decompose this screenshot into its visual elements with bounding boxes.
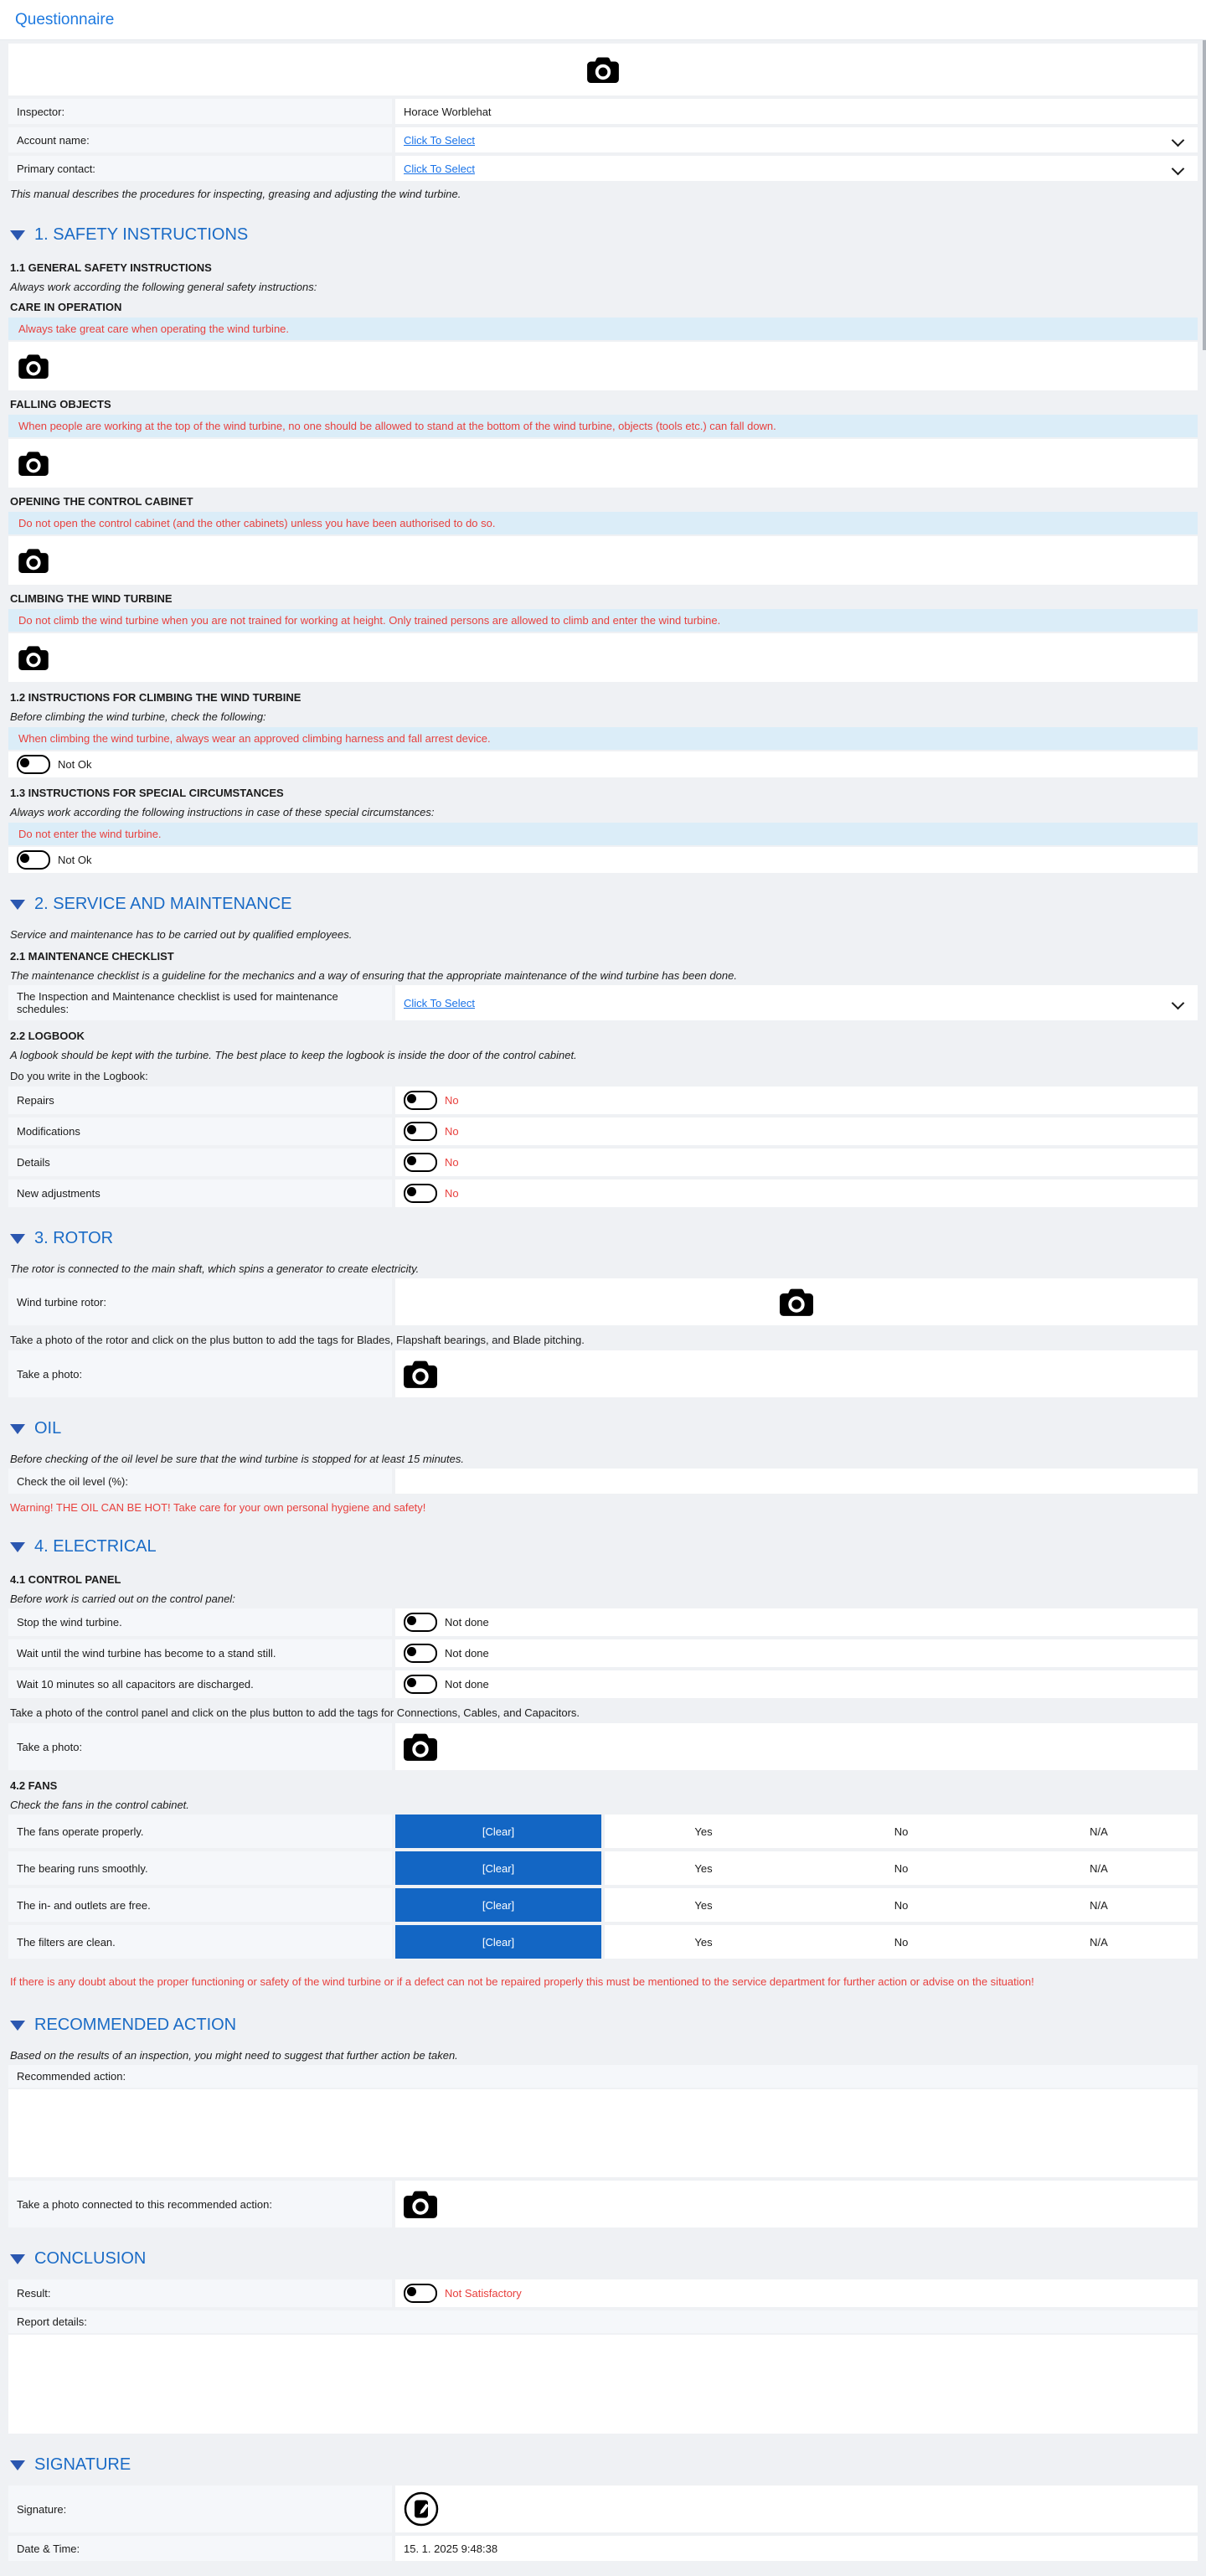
logbook-item-label: Details: [8, 1149, 392, 1176]
primary-contact-label: Primary contact:: [8, 156, 392, 181]
fan-row: [8, 1815, 1198, 1848]
control-panel-tags-note: Take a photo of the control panel and click on the plus button to add the tags for Connections, Cables, and Capacitors.: [10, 1706, 580, 1719]
fan-answer-cells: [395, 1815, 1198, 1848]
rotor-tags-note: Take a photo of the rotor and click on the plus button to add the tags for Blades, Flapshaft bearings, and Blade pitching.: [10, 1334, 585, 1346]
maintenance-schedules-row: [8, 985, 1198, 1020]
heading-1-3: 1.3 INSTRUCTIONS FOR SPECIAL CIRCUMSTANCES: [10, 787, 284, 799]
camera-icon: [18, 354, 49, 379]
oil-note: Before checking of the oil level be sure that the wind turbine is stopped for at least 15 minutes.: [10, 1453, 464, 1465]
logbook-item-label: New adjustments: [8, 1180, 392, 1207]
logbook-row: [8, 1087, 1198, 1114]
rotor-take-photo-row: [8, 1350, 1198, 1397]
option-no[interactable]: No: [894, 1825, 909, 1838]
section-title-text: RECOMMENDED ACTION: [34, 2016, 237, 2034]
inspector-label: Inspector:: [8, 99, 392, 124]
form-content: [0, 40, 1206, 2576]
toggle-switch[interactable]: [404, 1184, 437, 1203]
manual-note: This manual describes the procedures for inspecting, greasing and adjusting the wind turbine.: [10, 188, 461, 200]
toggle-state-label: No: [445, 1187, 459, 1200]
oil-level-input[interactable]: [395, 1469, 1198, 1494]
take-photo-label: Take a photo:: [8, 1350, 392, 1397]
safety-block-title: CARE IN OPERATION: [10, 301, 122, 313]
climbing-warning: When climbing the wind turbine, always wear an approved climbing harness and fall arrest device.: [8, 727, 1198, 750]
account-name-row: [8, 127, 1198, 152]
special-check-row: [8, 847, 1198, 873]
scrollbar-thumb[interactable]: [1203, 40, 1206, 350]
safety-photo-field[interactable]: [8, 633, 1198, 682]
account-name-select[interactable]: [395, 127, 1198, 152]
section-header-electrical[interactable]: [10, 1537, 1196, 1556]
oil-level-label: Check the oil level (%):: [8, 1469, 392, 1494]
option-no[interactable]: No: [894, 1861, 909, 1875]
collapse-triangle-icon: [10, 1234, 25, 1244]
rotor-take-photo-field[interactable]: [395, 1350, 1198, 1397]
section-title-text: 1. SAFETY INSTRUCTIONS: [34, 225, 249, 244]
inspector-value: Horace Worblehat: [404, 105, 492, 118]
section-header-safety[interactable]: [10, 225, 1196, 245]
option-no[interactable]: No: [894, 1898, 909, 1912]
datetime-value-cell: [395, 2536, 1198, 2561]
option-na[interactable]: N/A: [1090, 1861, 1108, 1875]
section-header-rotor[interactable]: [10, 1229, 1196, 1248]
recommended-note: Based on the results of an inspection, you might need to suggest that further action be taken.: [10, 2049, 458, 2062]
option-yes[interactable]: Yes: [694, 1825, 713, 1838]
collapse-triangle-icon: [10, 900, 25, 910]
signature-pen-icon: [404, 2491, 439, 2527]
camera-icon: [404, 2190, 437, 2218]
section-title-text: 3. ROTOR: [34, 1229, 114, 1247]
datetime-label: Date & Time:: [8, 2536, 392, 2561]
clear-button[interactable]: [Clear]: [395, 1925, 601, 1959]
toggle-switch[interactable]: [404, 1675, 437, 1694]
signature-pad-field[interactable]: [395, 2486, 1198, 2532]
option-yes[interactable]: Yes: [694, 1935, 713, 1949]
account-name-label: Account name:: [8, 127, 392, 152]
service-note: Service and maintenance has to be carried out by qualified employees.: [10, 928, 353, 941]
step-toggle-cell: [395, 1608, 1198, 1636]
take-photo-label: Take a photo:: [8, 1723, 392, 1770]
note-1-1: Always work according the following general safety instructions:: [10, 281, 317, 293]
camera-icon: [587, 56, 619, 83]
electrical-take-photo-row: [8, 1723, 1198, 1770]
safety-warning: Do not open the control cabinet (and the other cabinets) unless you have been authorised to do so.: [8, 512, 1198, 534]
toggle-switch[interactable]: [404, 2284, 437, 2303]
collapse-triangle-icon: [10, 1542, 25, 1552]
collapse-triangle-icon: [10, 2021, 25, 2031]
toggle-state-label: No: [445, 1094, 459, 1107]
signature-label: Signature:: [8, 2486, 392, 2532]
fan-row: [8, 1851, 1198, 1885]
rotor-note: The rotor is connected to the main shaft, which spins a generator to create electricity.: [10, 1262, 420, 1275]
toggle-switch[interactable]: [404, 1091, 437, 1110]
section-header-signature[interactable]: [10, 2455, 1196, 2475]
heading-2-1: 2.1 MAINTENANCE CHECKLIST: [10, 950, 174, 963]
maintenance-schedules-label: The Inspection and Maintenance checklist is used for maintenance schedules:: [8, 985, 392, 1020]
oil-warning: Warning! THE OIL CAN BE HOT! Take care for your own personal hygiene and safety!: [10, 1501, 426, 1514]
section-header-service[interactable]: [10, 895, 1196, 914]
recommended-action-label: Recommended action:: [8, 2065, 1198, 2088]
fan-options: [605, 1851, 1198, 1885]
collapse-triangle-icon: [10, 230, 25, 240]
rotor-label: Wind turbine rotor:: [8, 1278, 392, 1325]
heading-1-1: 1.1 GENERAL SAFETY INSTRUCTIONS: [10, 261, 212, 274]
safety-block-title: OPENING THE CONTROL CABINET: [10, 495, 193, 508]
section-title-text: SIGNATURE: [34, 2455, 131, 2474]
note-1-3: Always work according the following instructions in case of these special circumstances:: [10, 806, 435, 818]
control-panel-step-row: [8, 1639, 1198, 1667]
rotor-photo-field[interactable]: [395, 1278, 1198, 1325]
note-2-1: The maintenance checklist is a guideline for the mechanics and a way of ensuring that the appropriate maintenance of the wind turbine has been done.: [10, 969, 737, 982]
toggle-state-label: Not Ok: [58, 854, 92, 866]
camera-icon: [18, 451, 49, 476]
heading-4-2: 4.2 FANS: [10, 1779, 58, 1792]
toggle-switch[interactable]: [404, 1613, 437, 1632]
fan-row: [8, 1888, 1198, 1922]
safety-block-title: CLIMBING THE WIND TURBINE: [10, 592, 173, 605]
inspector-row: [8, 99, 1198, 124]
toggle-state-label: Not Ok: [58, 758, 92, 771]
option-yes[interactable]: Yes: [694, 1898, 713, 1912]
toggle-switch[interactable]: [17, 850, 50, 870]
safety-block-title: FALLING OBJECTS: [10, 398, 111, 410]
logbook-question-label: Do you write in the Logbook:: [10, 1070, 148, 1082]
camera-icon: [18, 548, 49, 573]
toggle-switch[interactable]: [404, 1153, 437, 1172]
maintenance-schedules-select[interactable]: [395, 985, 1198, 1020]
page-title: Questionnaire: [15, 10, 115, 28]
step-toggle-cell: [395, 1639, 1198, 1667]
note-4-1: Before work is carried out on the control panel:: [10, 1593, 235, 1605]
defect-warning: If there is any doubt about the proper functioning or safety of the wind turbine or if a defect can not be repaired properly this must be mentioned to the service department for further action or advise on the situation!: [10, 1975, 1034, 1988]
safety-photo-field[interactable]: [8, 536, 1198, 585]
toggle-state-label: No: [445, 1156, 459, 1169]
recommended-action-textarea[interactable]: [8, 2089, 1198, 2177]
option-no[interactable]: No: [894, 1935, 909, 1949]
clear-button[interactable]: [Clear]: [395, 1888, 601, 1922]
toggle-switch[interactable]: [404, 1122, 437, 1141]
note-2-2: A logbook should be kept with the turbine. The best place to keep the logbook is inside the door of the control cabinet.: [10, 1049, 577, 1061]
chevron-down-icon[interactable]: [1172, 996, 1185, 1009]
safety-warning: Always take great care when operating the wind turbine.: [8, 317, 1198, 340]
control-panel-step-row: [8, 1608, 1198, 1636]
camera-icon: [18, 645, 49, 670]
primary-contact-select[interactable]: [395, 156, 1198, 181]
toggle-state-label: Not done: [445, 1678, 489, 1691]
fan-answer-cells: [395, 1851, 1198, 1885]
fan-question-label: The fans operate properly.: [8, 1815, 392, 1848]
fan-question-label: The filters are clean.: [8, 1925, 392, 1959]
logbook-item-toggle-cell: [395, 1118, 1198, 1145]
logbook-row: [8, 1118, 1198, 1145]
datetime-row: [8, 2536, 1198, 2561]
logbook-item-label: Modifications: [8, 1118, 392, 1145]
report-details-label: Report details:: [8, 2310, 1198, 2333]
section-title-text: OIL: [34, 1419, 62, 1438]
section-title-text: CONCLUSION: [34, 2249, 147, 2268]
section-title-text: 4. ELECTRICAL: [34, 1537, 157, 1556]
heading-4-1: 4.1 CONTROL PANEL: [10, 1573, 121, 1586]
fan-answer-cells: [395, 1925, 1198, 1959]
recommended-photo-row: [8, 2181, 1198, 2228]
safety-photo-field[interactable]: [8, 439, 1198, 488]
camera-icon: [780, 1288, 813, 1316]
schedules-select-link[interactable]: Click To Select: [404, 996, 476, 1009]
special-warning: Do not enter the wind turbine.: [8, 823, 1198, 845]
camera-icon: [404, 1360, 437, 1388]
camera-icon: [404, 1732, 437, 1761]
step-label: Wait until the wind turbine has become to a stand still.: [8, 1639, 392, 1667]
toggle-state-label: Not done: [445, 1647, 489, 1660]
fan-question-label: The bearing runs smoothly.: [8, 1851, 392, 1885]
fan-options: [605, 1925, 1198, 1959]
result-label: Result:: [8, 2279, 392, 2307]
collapse-triangle-icon: [10, 2254, 25, 2264]
datetime-value: 15. 1. 2025 9:48:38: [404, 2542, 498, 2555]
option-na[interactable]: N/A: [1090, 1935, 1108, 1949]
option-na[interactable]: N/A: [1090, 1825, 1108, 1838]
signature-row: [8, 2486, 1198, 2532]
safety-warning: Do not climb the wind turbine when you are not trained for working at height. Only trained persons are allowed to climb and enter the wind turbine.: [8, 609, 1198, 632]
section-header-recommended-action[interactable]: [10, 2016, 1196, 2035]
step-label: Wait 10 minutes so all capacitors are discharged.: [8, 1670, 392, 1698]
logbook-row: [8, 1149, 1198, 1176]
fan-options: [605, 1888, 1198, 1922]
questionnaire-photo-field[interactable]: [8, 44, 1198, 96]
option-na[interactable]: N/A: [1090, 1898, 1108, 1912]
safety-warning: When people are working at the top of the wind turbine, no one should be allowed to stand at the bottom of the wind turbine, objects (tools etc.) can fall down.: [8, 415, 1198, 437]
contact-select-link[interactable]: Click To Select: [404, 162, 476, 175]
toggle-switch[interactable]: [404, 1644, 437, 1663]
collapse-triangle-icon: [10, 1424, 25, 1434]
section-header-oil[interactable]: [10, 1419, 1196, 1438]
chevron-down-icon[interactable]: [1172, 162, 1185, 175]
rotor-photo-row: [8, 1278, 1198, 1325]
fan-row: [8, 1925, 1198, 1959]
heading-1-2: 1.2 INSTRUCTIONS FOR CLIMBING THE WIND TURBINE: [10, 691, 302, 704]
heading-2-2: 2.2 LOGBOOK: [10, 1030, 85, 1042]
oil-level-row: [8, 1469, 1198, 1494]
clear-button[interactable]: [Clear]: [395, 1851, 601, 1885]
step-toggle-cell: [395, 1670, 1198, 1698]
logbook-item-toggle-cell: [395, 1180, 1198, 1207]
inspector-input[interactable]: [395, 99, 1198, 124]
account-select-link[interactable]: Click To Select: [404, 133, 476, 147]
result-row: [8, 2279, 1198, 2307]
logbook-item-toggle-cell: [395, 1149, 1198, 1176]
clear-button[interactable]: [Clear]: [395, 1815, 601, 1848]
result-toggle-cell: [395, 2279, 1198, 2307]
toggle-state-label: Not done: [445, 1616, 489, 1629]
note-1-2: Before climbing the wind turbine, check the following:: [10, 710, 266, 723]
recommended-photo-field[interactable]: [395, 2181, 1198, 2228]
note-4-2: Check the fans in the control cabinet.: [10, 1799, 189, 1811]
control-panel-step-row: [8, 1670, 1198, 1698]
recommended-photo-label: Take a photo connected to this recommended action:: [8, 2181, 392, 2228]
section-header-conclusion[interactable]: [10, 2249, 1196, 2269]
fan-question-label: The in- and outlets are free.: [8, 1888, 392, 1922]
fan-answer-cells: [395, 1888, 1198, 1922]
logbook-item-toggle-cell: [395, 1087, 1198, 1114]
primary-contact-row: [8, 156, 1198, 181]
electrical-take-photo-field[interactable]: [395, 1723, 1198, 1770]
fan-options: [605, 1815, 1198, 1848]
climbing-check-row: [8, 751, 1198, 777]
collapse-triangle-icon: [10, 2460, 25, 2470]
chevron-down-icon[interactable]: [1172, 133, 1185, 147]
safety-photo-field[interactable]: [8, 342, 1198, 390]
option-yes[interactable]: Yes: [694, 1861, 713, 1875]
toggle-state-label: Not Satisfactory: [445, 2287, 522, 2300]
page-header: [0, 0, 1206, 40]
report-details-textarea[interactable]: [8, 2335, 1198, 2434]
logbook-item-label: Repairs: [8, 1087, 392, 1114]
logbook-row: [8, 1180, 1198, 1207]
toggle-switch[interactable]: [17, 755, 50, 774]
step-label: Stop the wind turbine.: [8, 1608, 392, 1636]
section-title-text: 2. SERVICE AND MAINTENANCE: [34, 895, 292, 913]
toggle-state-label: No: [445, 1125, 459, 1138]
